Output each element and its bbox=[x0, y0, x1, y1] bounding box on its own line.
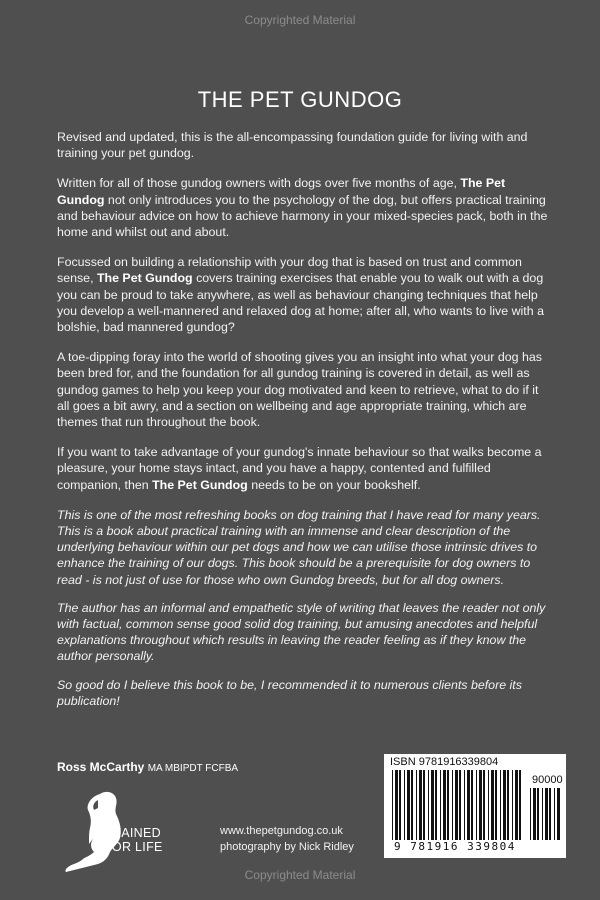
blurb-paragraph-3: Focussed on building a relationship with your dog that is based on trust and common sense, The Pet Gundog covers training exercises that enable you to walk out with a dog you can be proud to take anywhere, as well as behaviour changing techniques that help you develop a well-mannered and relaxed dog at home; after all, who wants to live with a bolshie, bad mannered gundog? bbox=[57, 255, 544, 335]
book-name-bold: The Pet Gundog bbox=[152, 477, 248, 492]
watermark-top: Copyrighted Material bbox=[244, 13, 356, 27]
blurb bbox=[57, 129, 552, 709]
author-credentials: MA MBIPDT FCFBA bbox=[147, 763, 239, 774]
testimonial-paragraph-1: This is one of the most refreshing books on dog training that I have read for many years. This is a book about practical training with an immense and clear description of the underlying behaviour within our pet dogs and how we can utilise those intrinsic drives to enhance the training of our dogs. This book should be a prerequisite for dog owners to read - is not just of use for those who own Gundog breeds, but for all dog owners. bbox=[57, 507, 541, 587]
price-code: 90000 bbox=[532, 774, 563, 786]
logo-line-1: TRAINED bbox=[104, 826, 161, 840]
author-name: Ross McCarthy bbox=[57, 760, 145, 774]
testimonial bbox=[57, 507, 552, 709]
blurb-paragraph-5: If you want to take advantage of your gundog's innate behaviour so that walks become a pleasure, your home stays intact, and you have a happy, contented and fulfilled companion, then The Pet Gundog needs to be on your bookshelf. bbox=[57, 445, 542, 492]
website-text: www.thepetgundog.co.uk bbox=[220, 825, 343, 837]
testimonial-paragraph-2: The author has an informal and empathetic style of writing that leaves the reader not only with factual, common sense good solid dog training, but amusing anecdotes and helpful explanations throughout which results in leaving the reader feeling as if they know the author personally. bbox=[57, 600, 546, 664]
isbn-digits: 9 781916 339804 bbox=[394, 840, 516, 853]
book-name-bold: The Pet Gundog bbox=[57, 176, 506, 207]
blurb-paragraph-2: Written for all of those gundog owners with dogs over five months of age, The Pet Gundog not only introduces you to the psychology of the dog, but offers practical training and behaviour advice on how to achieve harmony in your mixed-species pack, both in the home and whilst out and about. bbox=[57, 176, 548, 240]
blurb-paragraph-1: Revised and updated, this is the all-encompassing foundation guide for living with and training your pet gundog. bbox=[57, 130, 528, 161]
isbn-label: ISBN 9781916339804 bbox=[390, 756, 499, 768]
credits bbox=[220, 823, 354, 855]
photography-credit: photography by Nick Ridley bbox=[220, 841, 354, 853]
trained-for-life-logo bbox=[104, 826, 163, 854]
testimonial-author bbox=[57, 760, 238, 774]
book-title: THE PET GUNDOG bbox=[197, 86, 403, 112]
testimonial-paragraph-3: So good do I believe this book to be, I recommended it to numerous clients before its publication! bbox=[57, 677, 522, 708]
isbn-barcode bbox=[384, 754, 566, 858]
logo-line-2: FOR LIFE bbox=[104, 840, 163, 854]
blurb-paragraph-4: A toe-dipping foray into the world of shooting gives you an insight into what your dog has been bred for, and the foundation for all gundog training is covered in detail, as well as gundog games to help you keep your dog motivated and keen to retrieve, what to do if it all goes a bit awry, and a section on wellbeing and age appropriate training, which are themes that run throughout the book. bbox=[57, 350, 542, 430]
watermark-bottom: Copyrighted Material bbox=[244, 868, 356, 882]
book-name-bold: The Pet Gundog bbox=[96, 271, 193, 286]
